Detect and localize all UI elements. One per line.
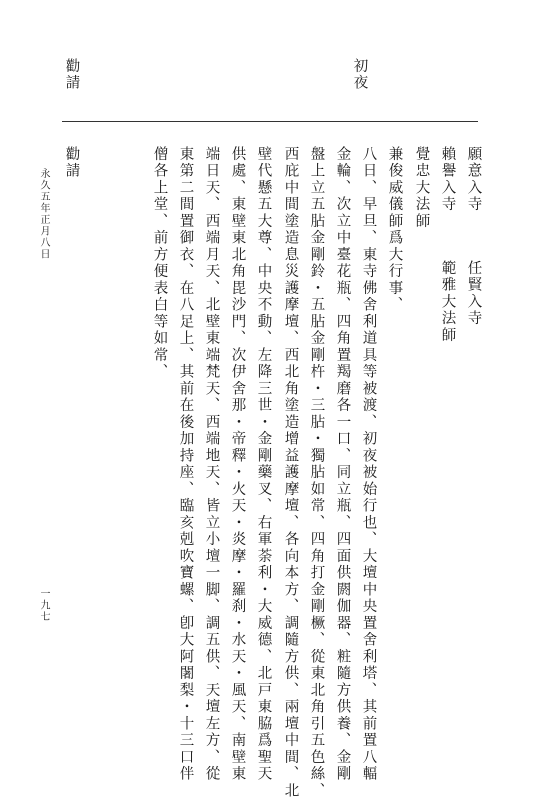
text-line-1: 願意入寺 <box>465 146 482 213</box>
text-line-8: 西庇中間塗造息災護摩壇、西北角塗造增益護摩壇、各向本方、調隨方供、兩壇中間、北 <box>282 146 299 800</box>
text-line-10: 供處、東壁東北角毘沙門、次伊舍那・帝釋・火天・炎摩・羅刹・水天・風天、南壁東 <box>229 146 246 783</box>
section-title: 勸請 <box>63 58 80 92</box>
text-line-13: 僧各上堂、前方便表白等如常、 <box>151 146 168 381</box>
text-line-5: 八日、早旦、東寺佛舍利道具等被渡、初夜被始行也、大壇中央置舍利塔、其前置八輻 <box>360 146 377 783</box>
margin-date: 永久五年正月八日 <box>38 168 49 260</box>
text-line-4: 兼俊威儀師爲大行事、 <box>386 146 403 314</box>
header-rule <box>62 121 478 122</box>
text-line-12: 東第二間置御衣、在八足上、其前在後加持座、臨亥剋吹寶螺、卽大阿闍梨・十三口伴 <box>177 146 194 783</box>
text-line-7: 盤上立五胋金剛鈴・五胋金剛杵・三胋・獨胋如常、四角打金剛橛、從東北角引五色絲、 <box>308 146 325 800</box>
text-line-6: 金輪、次立中臺花瓶、四角置羯磨各一口、同立瓶、四面供閼伽器、粧隨方供養、金剛 <box>334 146 351 783</box>
text-line-11: 端日天、西端月天、北壁東端梵天、西端地天、皆立小壇一脚、調五供、天壇左方、從 <box>203 146 220 783</box>
text-line-2: 賴譽入寺 <box>439 146 456 213</box>
page-number: 一九七 <box>38 588 49 623</box>
text-line-1-right: 任賢入寺 <box>465 260 482 327</box>
text-line-2-right: 範雅大法師 <box>439 260 456 344</box>
text-line-3: 覺忠大法師 <box>413 146 430 230</box>
text-line-9: 壁代懸五大尊、中央不動、左降三世・金剛藥叉、右軍荼利・大威德、北戸東脇爲聖天 <box>255 146 272 783</box>
running-head: 初夜 <box>351 58 368 92</box>
text-line-14: 勸請 <box>63 146 80 180</box>
